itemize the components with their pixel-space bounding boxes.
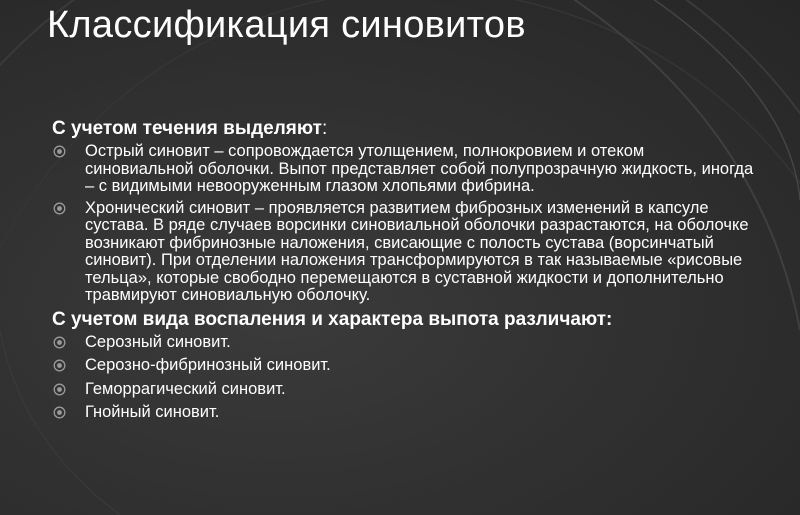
- list-item: [52, 381, 757, 399]
- inflammation-types-list: [52, 334, 757, 422]
- circle-dot-bullet-icon: [53, 406, 66, 419]
- list-item: [52, 143, 757, 196]
- circle-dot-bullet-icon: [53, 336, 66, 349]
- list-item: [52, 200, 757, 305]
- list-item-text: Острый синовит – сопровождается утолщением, полнокровием и отеком синовиальной оболочки. Выпот представляет собой полупрозрачную жидкость, иногда – с видимыми невооруженным глазом хлопьями фибрина.: [85, 142, 754, 195]
- list-item-text: Хронический синовит – проявляется развитием фиброзных изменений в капсуле сустава. В ряде случаев ворсинки синовиальной оболочки разрастаются, на оболочке возникают фибринозные наложения, свисающие с полость сустава (ворсинчатый синовит). При отделении наложения трансформируются в так называемые «рисовые тельца», которые свободно перемещаются в суставной жидкости и дополнительно травмируют синовиальную оболочку.: [85, 198, 749, 304]
- section-heading-course: [52, 118, 757, 140]
- list-item-text: Серозный синовит.: [85, 332, 231, 351]
- section-heading-inflammation: [52, 309, 757, 331]
- list-item: [52, 404, 757, 422]
- section-heading-inflammation-text: С учетом вида воспаления и характера выпота различают:: [52, 308, 613, 330]
- course-types-list: [52, 143, 757, 305]
- circle-dot-bullet-icon: [53, 202, 66, 215]
- list-item: [52, 334, 757, 352]
- list-item-text: Геморрагический синовит.: [85, 379, 286, 398]
- list-item-text: Серозно-фибринозный синовит.: [85, 356, 331, 374]
- section-heading-course-colon: :: [321, 118, 328, 139]
- list-item: [52, 357, 757, 375]
- list-item-text: Гнойный синовит.: [85, 403, 220, 421]
- slide-content: [52, 118, 757, 428]
- circle-dot-bullet-icon: [53, 383, 66, 396]
- section-heading-course-text: С учетом течения выделяют: [52, 118, 322, 139]
- circle-dot-bullet-icon: [53, 145, 66, 158]
- circle-dot-bullet-icon: [53, 359, 66, 372]
- slide-title: Классификация синовитов: [47, 4, 526, 46]
